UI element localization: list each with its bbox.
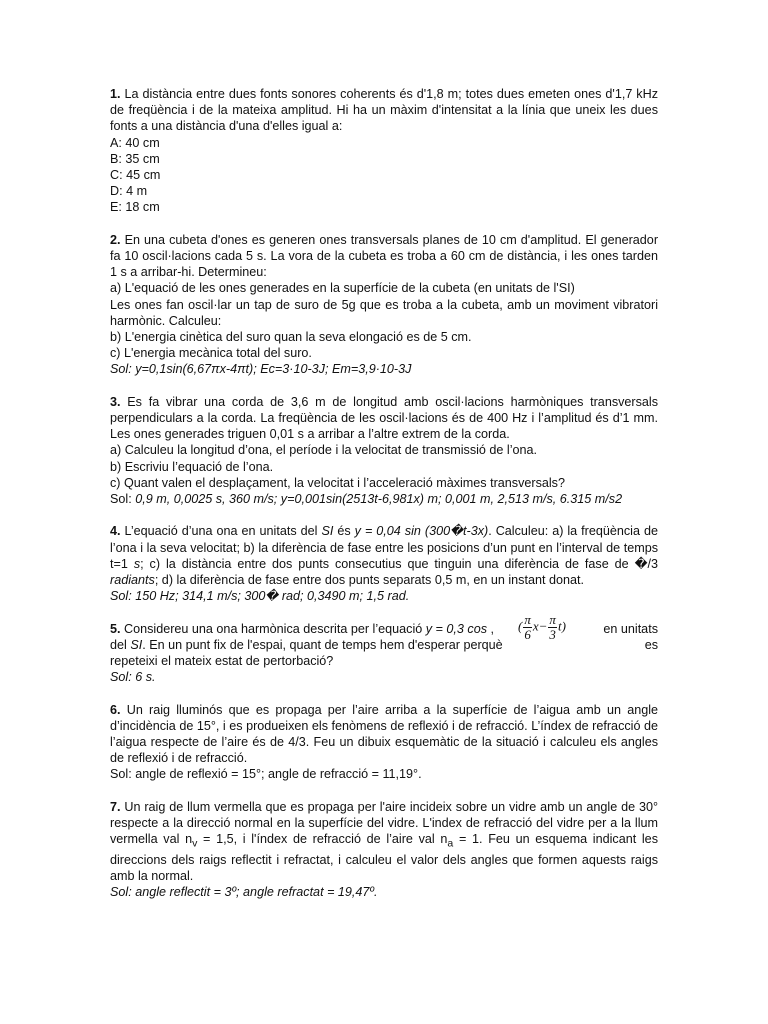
solution bbox=[110, 491, 658, 507]
option-c: C: 45 cm bbox=[110, 168, 161, 183]
problem-text: Considereu una ona harmònica descrita per l’equació bbox=[124, 621, 426, 636]
problem-text: La distància entre dues fonts sonores coherents és d'1,8 m; totes dues emeten ones d'1,7 kHz de freqüència i de la mateixa amplitud. Hi ha un màxim d'intensitat a la línia que uneix les dues fonts a una distància d'una d'elles igual a: bbox=[110, 87, 658, 134]
problem-text: Un raig lluminós que es propaga per l’aire arriba a la superfície de l’aigua amb un angle d’incidència de 15°, i es produeixen els fenòmens de reflexió i de refracció. L’índex de refracció de l’aigua respecte de l’aire és de 4/3. Feu un dibuix esquemàtic de la situació i calculeu els angles de reflexió i de refracció. bbox=[110, 702, 659, 766]
problem-3 bbox=[110, 394, 658, 507]
unit-radians: radiants bbox=[110, 573, 155, 588]
option-b: B: 35 cm bbox=[110, 151, 160, 166]
si-unit: SI bbox=[130, 637, 143, 652]
problem-text: del bbox=[110, 637, 131, 652]
si-unit: SI bbox=[321, 524, 334, 539]
phase-formula: ( $\frac{\pi}{6}$ x− $\frac{\pi}{3}$ t) bbox=[518, 611, 566, 642]
problem-number: 5. bbox=[110, 621, 121, 636]
problem-part-c: c) L'energia mecànica total del suro. bbox=[110, 346, 312, 361]
problem-text: . Calculeu: a) la freqüència de l’ona i la seva velocitat; b) la diferència de fase entre les posicions d’un punt en l’interval de temps t=1 bbox=[110, 524, 658, 571]
problem-text: L’equació d’una ona en unitats del bbox=[124, 524, 322, 539]
problem-text: ; c) la distància entre dos punts consecutius que tinguin una diferència de fase de �/3 bbox=[140, 556, 659, 571]
problem-text: = 1,5, i l'índex de refracció de l’aire val n bbox=[197, 832, 448, 847]
option-a: A: 40 cm bbox=[110, 135, 160, 150]
problem-text: Un raig de llum vermella que es propaga per l'aire incideix sobre un vidre amb un angle de 30° respecte a la direcció normal en la superfície del vidre. L'index de refracció del vidre per a la llum vermella val n bbox=[110, 799, 658, 847]
problem-7 bbox=[110, 799, 658, 901]
problem-1 bbox=[110, 86, 658, 216]
wave-equation: y = 0,3 cos bbox=[425, 621, 488, 636]
problem-part-b: b) L'energia cinètica del suro quan la seva elongació es de 5 cm. bbox=[110, 330, 472, 345]
problem-line bbox=[110, 637, 658, 653]
problem-text: ; d) la diferència de fase entre dos punts separats 0,5 m, en un instant donat. bbox=[154, 573, 584, 588]
subscript-a: a bbox=[447, 837, 454, 850]
problem-6 bbox=[110, 702, 658, 783]
problem-text: és bbox=[333, 524, 355, 539]
problem-part-b: b) Escriviu l’equació de l’ona. bbox=[110, 459, 274, 474]
problem-line: 5. Considereu una ona harmònica descrita per l’equació y = 0,3 cos , en unitats bbox=[110, 621, 658, 636]
fraction-pi-over-3: $\frac{\pi}{3}$ bbox=[549, 611, 556, 642]
solution-value: 0,9 m, 0,0025 s, 360 m/s; y=0,001sin(2513t-6,981x) m; 0,001 m, 2,513 m/s, 6.315 m/s2 bbox=[135, 492, 623, 507]
problem-text: es bbox=[644, 637, 658, 652]
solution-prefix: Sol: bbox=[110, 492, 136, 507]
problem-number: 1. bbox=[110, 87, 121, 101]
problem-text: Les ones fan oscil·lar un tap de suro de 5g que es troba a la cubeta, amb un moviment vibratori harmònic. Calculeu: bbox=[110, 297, 658, 328]
problem-text: en unitats bbox=[603, 621, 658, 636]
unit-seconds: s bbox=[133, 556, 141, 571]
subscript-v: v bbox=[192, 837, 198, 850]
problem-5 bbox=[110, 611, 658, 686]
problem-number: 4. bbox=[110, 524, 121, 539]
solution: Sol: 6 s. bbox=[110, 670, 156, 685]
option-d: D: 4 m bbox=[110, 184, 148, 199]
solution: Sol: angle reflectit = 3º; angle refractat = 19,47º. bbox=[110, 885, 378, 900]
problem-number: 7. bbox=[110, 799, 121, 814]
wave-equation: y = 0,04 sin (300�t-3x) bbox=[354, 524, 489, 539]
document-page bbox=[110, 86, 658, 917]
problem-4 bbox=[110, 523, 658, 604]
problem-part-c: c) Quant valen el desplaçament, la velocitat i l’acceleració màximes transversals? bbox=[110, 475, 565, 490]
option-e: E: 18 cm bbox=[110, 200, 160, 215]
problem-text: . En un punt fix de l'espai, quant de temps hem d'esperar perquè bbox=[142, 637, 503, 652]
problem-part-a: a) L'equació de les ones generades en la superfície de la cubeta (en unitats de l'SI) bbox=[110, 281, 575, 296]
problem-text: Es fa vibrar una corda de 3,6 m de longitud amb oscil·lacions harmòniques transversals perpendiculars a la corda. La freqüència de les oscil·lacions és de 400 Hz i l’amplitud és d’1 mm. Les ones generades triguen 0,01 s a arribar a l’altre extrem de la corda. bbox=[110, 394, 659, 442]
solution: Sol: angle de reflexió = 15°; angle de refracció = 11,19°. bbox=[110, 767, 422, 782]
problem-2 bbox=[110, 232, 658, 378]
problem-number: 2. bbox=[110, 232, 121, 247]
solution: Sol: 150 Hz; 314,1 m/s; 300� rad; 0,3490 m; 1,5 rad. bbox=[110, 589, 410, 604]
fraction-pi-over-6: $\frac{\pi}{6}$ bbox=[524, 611, 531, 642]
problem-part-a: a) Calculeu la longitud d’ona, el període i la velocitat de transmissió de l’ona. bbox=[110, 443, 538, 458]
problem-text: En una cubeta d'ones es generen ones transversals planes de 10 cm d'amplitud. El generador fa 10 oscil·lacions cada 5 s. La vora de la cubeta es troba a 60 cm de distància, i les ones tarden 1 s a arribar-hi. Determineu: bbox=[110, 232, 659, 280]
solution: Sol: y=0,1sin(6,67πx-4πt); Ec=3·10-3J; Em=3,9·10-3J bbox=[110, 362, 412, 377]
problem-number: 6. bbox=[110, 702, 121, 717]
problem-text: repeteixi el mateix estat de pertorbació? bbox=[110, 654, 334, 669]
problem-number: 3. bbox=[110, 394, 121, 409]
problem-text: = 1. Feu un esquema indicant les direccions dels raigs reflectit i refractat, i calculeu el valor dels angles que formen aquests raigs amb la normal. bbox=[110, 832, 658, 884]
